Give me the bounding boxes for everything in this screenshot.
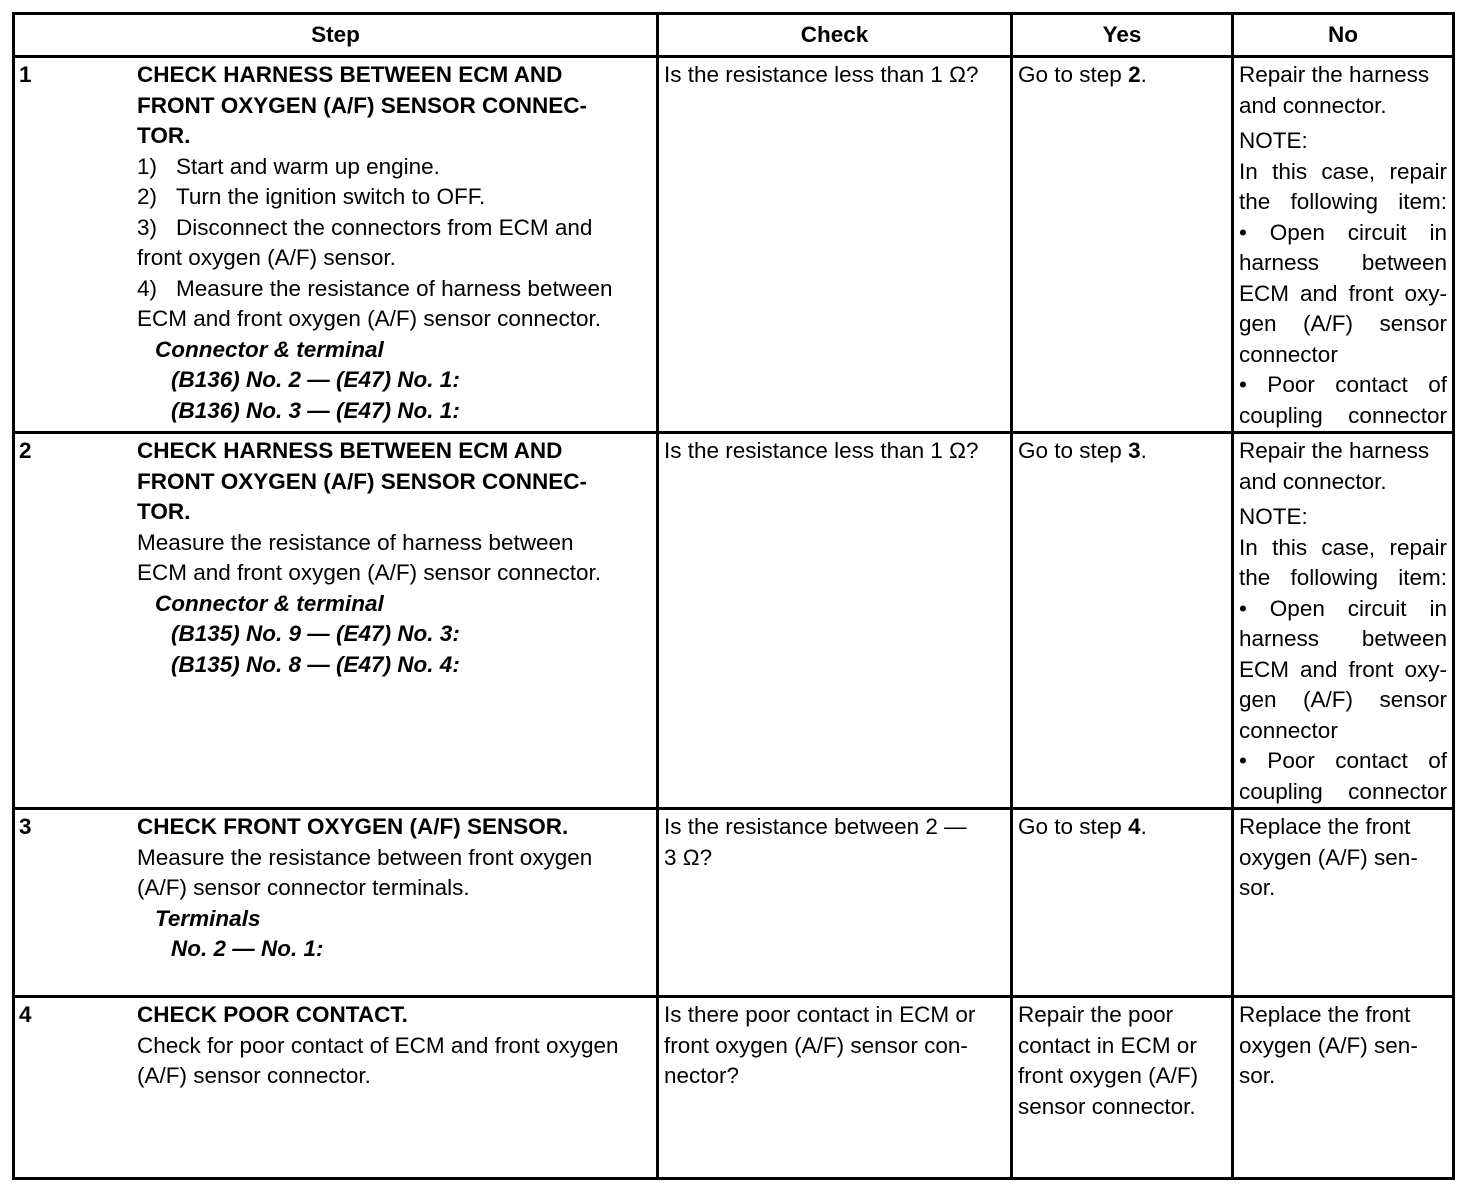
header-no: No (1233, 14, 1454, 57)
step-title-line: TOR. (137, 499, 191, 524)
spec-value: (B136) No. 3 — (E47) No. 1: (171, 397, 460, 423)
step-number: 1 (19, 62, 32, 87)
check-cell (658, 433, 1012, 809)
note-label: NOTE: (1239, 128, 1308, 153)
header-check: Check (658, 14, 1012, 57)
instruction-item: 3) Disconnect the connectors from ECM and (137, 214, 593, 240)
check-text: Is the resistance less than 1 Ω? (664, 438, 979, 463)
yes-cell (1012, 433, 1233, 809)
step-body-line: (A/F) sensor connector. (137, 1063, 371, 1088)
step-title-line: TOR. (137, 123, 191, 148)
spec-label: Connector & terminal (155, 590, 384, 616)
check-text: Is the resistance between 2 — 3 Ω? (664, 814, 967, 870)
yes-text: Go to step 4. (1018, 814, 1147, 839)
check-cell (658, 997, 1012, 1179)
instruction-continuation: front oxygen (A/F) sensor. (137, 245, 396, 270)
yes-text: Go to step 3. (1018, 438, 1147, 463)
spec-label: Terminals (155, 905, 261, 931)
spec-value: (B135) No. 8 — (E47) No. 4: (171, 651, 460, 677)
step-body-line: Check for poor contact of ECM and front oxygen (137, 1032, 619, 1058)
no-cell (1233, 433, 1454, 809)
no-text: Replace the front oxygen (A/F) sen- sor. (1239, 1002, 1418, 1088)
no-cell (1233, 57, 1454, 433)
no-text: Replace the front oxygen (A/F) sen- sor. (1239, 814, 1418, 900)
no-text: Repair the harness and connector. NOTE: In this case, repair the following item: • Open circuit in harness between ECM and front oxy- gen (A/F) sensor connector • Poor contact of coupling connector (1239, 62, 1447, 428)
step-cell (14, 433, 658, 809)
check-text: Is there poor contact in ECM or front oxygen (A/F) sensor con- nector? (664, 1002, 976, 1088)
step-title-line: CHECK HARNESS BETWEEN ECM AND (137, 438, 563, 463)
step-number: 4 (19, 1002, 32, 1027)
table-row (14, 997, 1454, 1179)
spec-label: Connector & terminal (155, 336, 384, 362)
step-body-line: Measure the resistance of harness between (137, 529, 574, 555)
no-text: Repair the harness and connector. NOTE: In this case, repair the following item: • Open circuit in harness between ECM and front oxy- gen (A/F) sensor connector • Poor contact of coupling connector (1239, 438, 1447, 804)
step-cell (14, 809, 658, 997)
check-cell (658, 57, 1012, 433)
step-body-line: ECM and front oxygen (A/F) sensor connector. (137, 560, 601, 585)
step-number: 2 (19, 438, 32, 463)
step-title-line: FRONT OXYGEN (A/F) SENSOR CONNEC- (137, 92, 588, 118)
yes-cell (1012, 809, 1233, 997)
table-row (14, 57, 1454, 433)
note-label: NOTE: (1239, 504, 1308, 529)
instruction-continuation: ECM and front oxygen (A/F) sensor connector. (137, 306, 601, 331)
yes-text: Repair the poor contact in ECM or front oxygen (A/F) sensor connector. (1018, 1002, 1199, 1119)
table-row (14, 809, 1454, 997)
step-number: 3 (19, 814, 32, 839)
diagnostic-table (12, 12, 1455, 1180)
header-step: Step (14, 14, 658, 57)
step-title-line: FRONT OXYGEN (A/F) SENSOR CONNEC- (137, 468, 588, 494)
spec-value: (B136) No. 2 — (E47) No. 1: (171, 367, 460, 392)
no-cell (1233, 997, 1454, 1179)
no-cell (1233, 809, 1454, 997)
check-cell (658, 809, 1012, 997)
yes-text: Go to step 2. (1018, 62, 1147, 87)
spec-value: (B135) No. 9 — (E47) No. 3: (171, 621, 460, 646)
header-yes: Yes (1012, 14, 1233, 57)
table-row (14, 433, 1454, 809)
step-cell (14, 997, 658, 1179)
instruction-item: 4) Measure the resistance of harness between (137, 275, 613, 301)
yes-cell (1012, 997, 1233, 1179)
header-row (14, 14, 1454, 57)
step-body-line: (A/F) sensor connector terminals. (137, 875, 470, 900)
step-cell (14, 57, 658, 433)
step-title-line: CHECK FRONT OXYGEN (A/F) SENSOR. (137, 814, 569, 839)
step-title-line: CHECK HARNESS BETWEEN ECM AND (137, 62, 563, 87)
yes-cell (1012, 57, 1233, 433)
check-text: Is the resistance less than 1 Ω? (664, 62, 979, 87)
spec-value: No. 2 — No. 1: (171, 936, 324, 961)
instruction-item: 2) Turn the ignition switch to OFF. (137, 184, 486, 209)
step-title-line: CHECK POOR CONTACT. (137, 1002, 408, 1027)
instruction-item: 1) Start and warm up engine. (137, 153, 440, 179)
step-body-line: Measure the resistance between front oxygen (137, 844, 593, 870)
